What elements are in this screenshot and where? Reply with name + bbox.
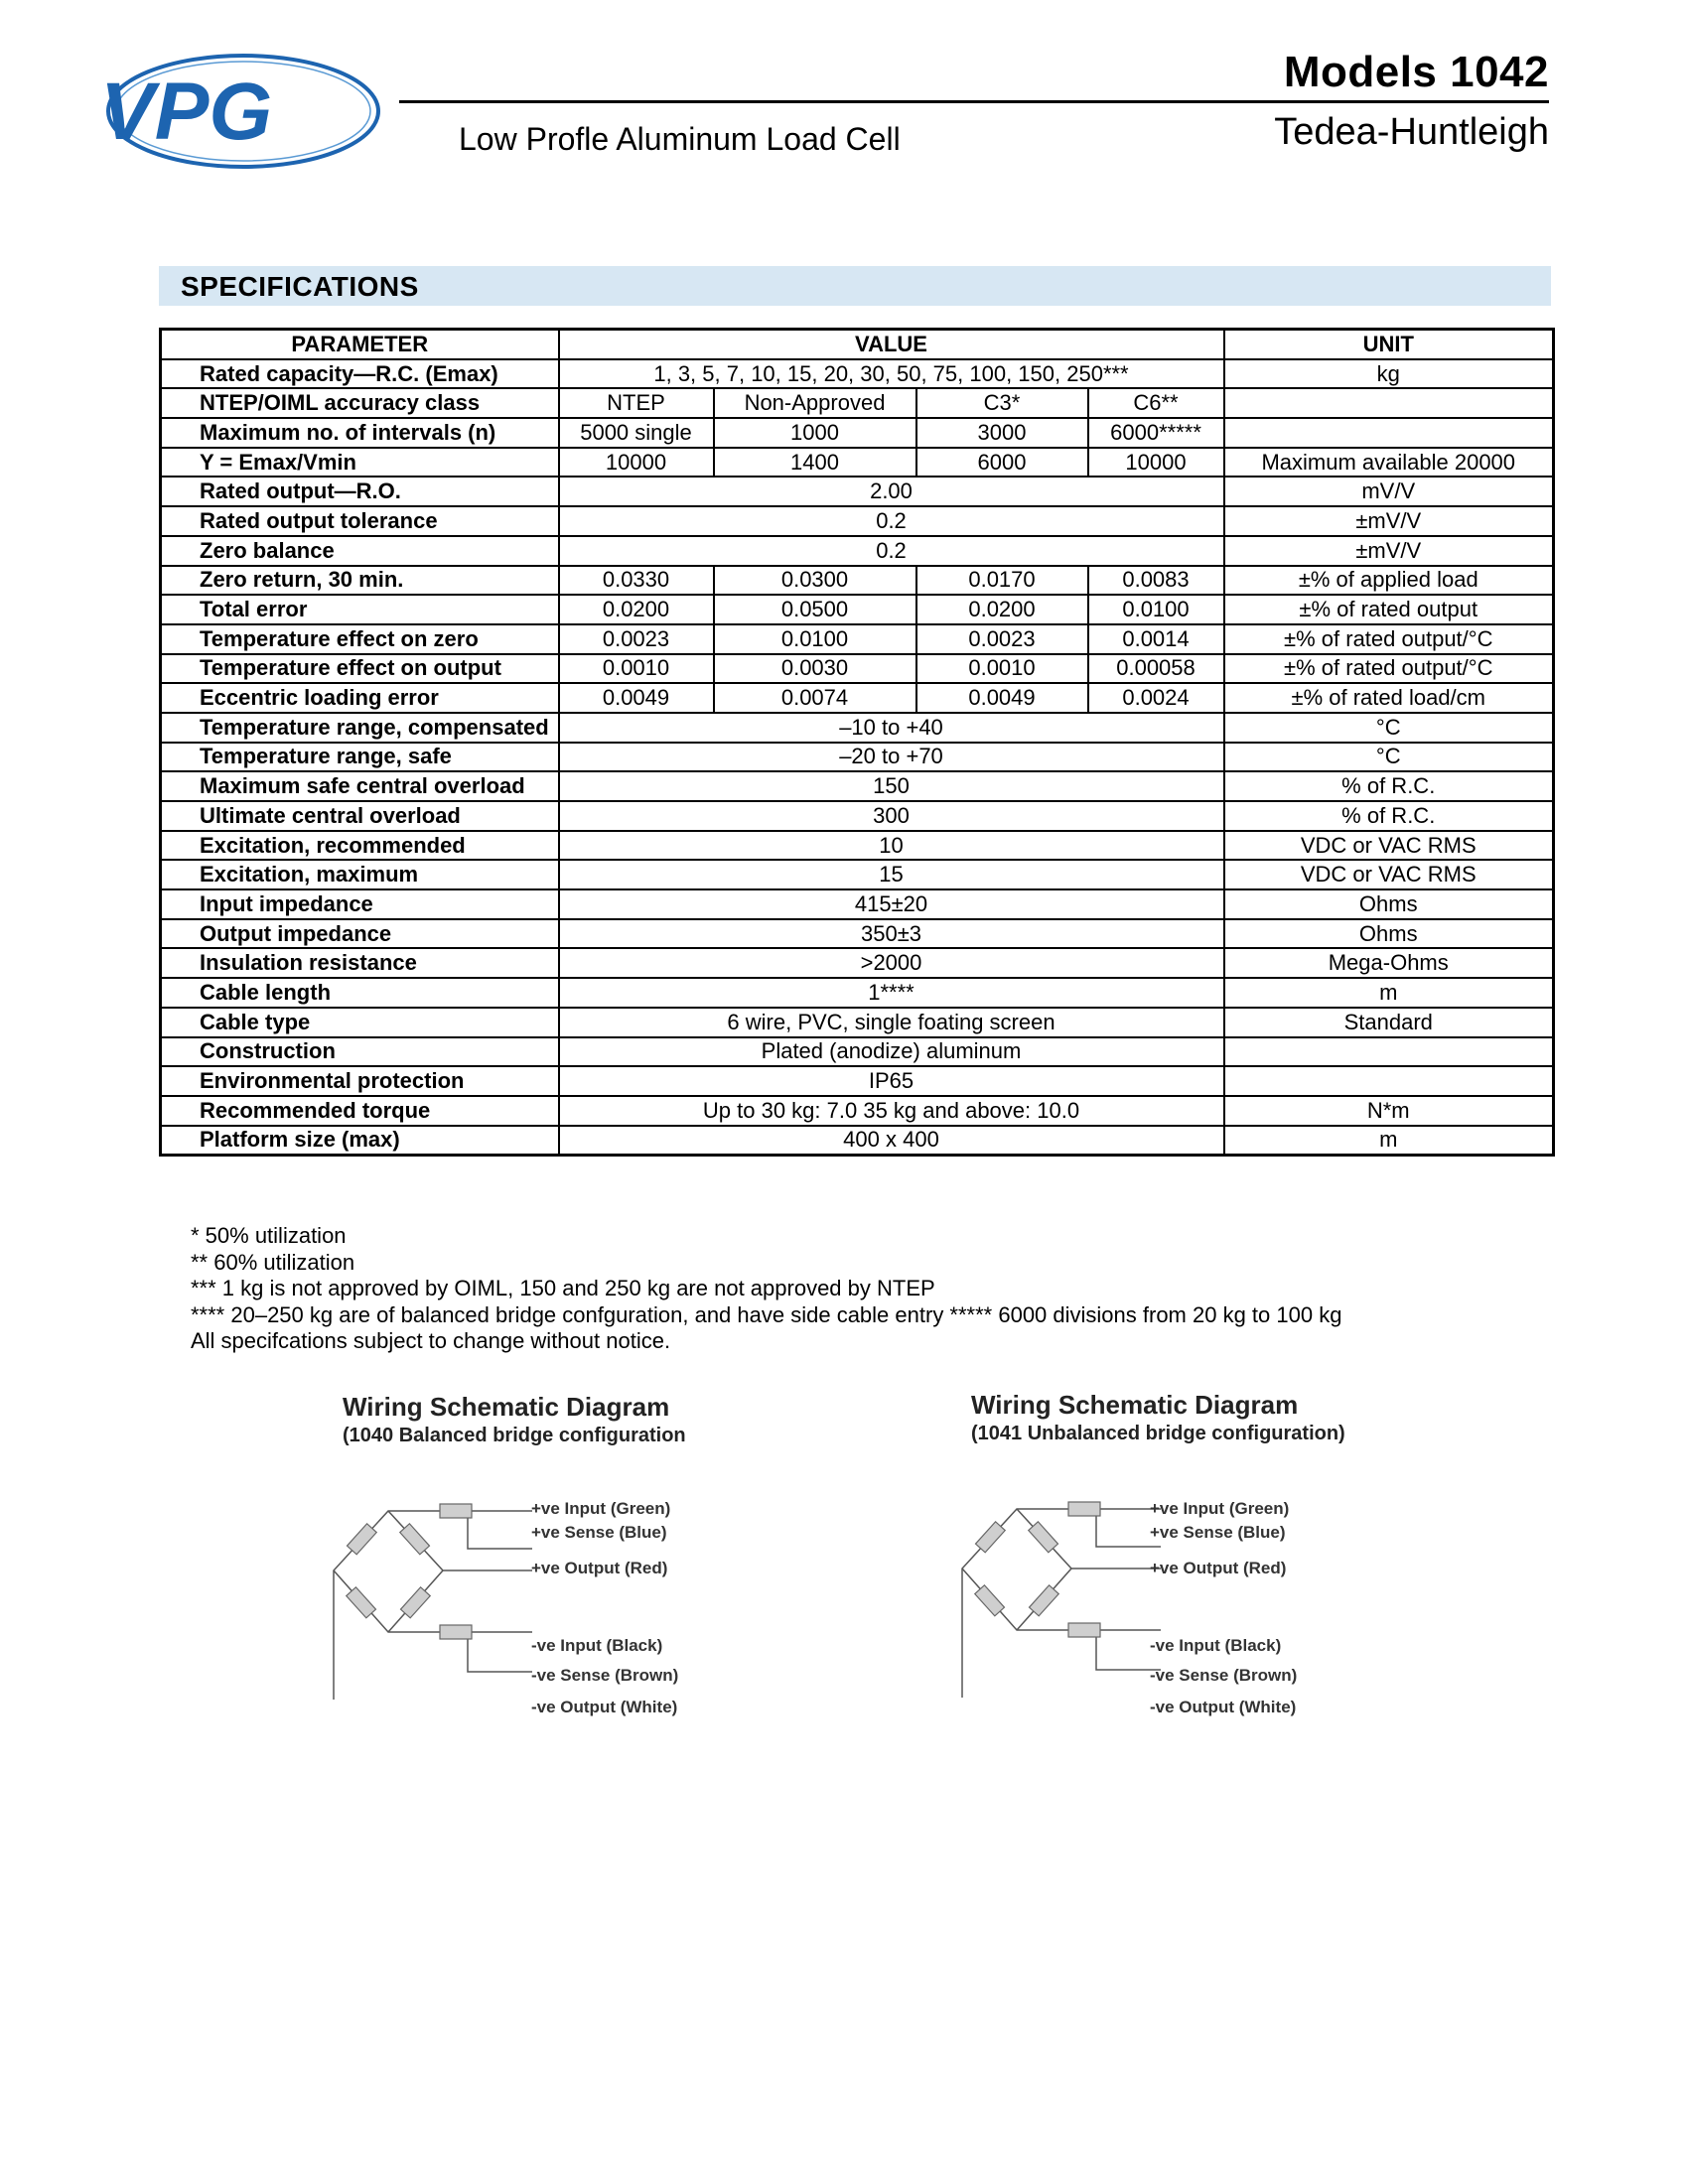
table-row: [161, 595, 1554, 624]
wiring-subtitle: (1041 Unbalanced bridge configuration): [971, 1423, 1345, 1444]
value-cell: 0.0200: [916, 595, 1088, 624]
table-row: [161, 831, 1554, 861]
value-cell: 10000: [1088, 448, 1224, 478]
table-row: [161, 477, 1554, 506]
parameter-cell: Input impedance: [161, 889, 559, 919]
unit-cell: % of R.C.: [1224, 771, 1554, 801]
parameter-cell: Construction: [161, 1037, 559, 1067]
footnote: All specifcations subject to change without notice.: [191, 1328, 671, 1353]
page-title: Models 1042: [1283, 48, 1549, 96]
value-cell: 0.0300: [714, 566, 916, 596]
value-cell: 1400: [714, 448, 916, 478]
table-row: [161, 889, 1554, 919]
table-row: [161, 654, 1554, 684]
bridge-schematic: [329, 1461, 547, 1700]
table-row: [161, 418, 1554, 448]
unit-cell: Standard: [1224, 1008, 1554, 1037]
value-cell: 10: [559, 831, 1224, 861]
value-cell: C3*: [916, 388, 1088, 418]
table-row: [161, 919, 1554, 949]
unit-cell: ±% of rated output: [1224, 595, 1554, 624]
value-cell: 0.0100: [714, 624, 916, 654]
table-row: [161, 948, 1554, 978]
vpg-logo: [94, 48, 382, 177]
value-cell: 0.0023: [916, 624, 1088, 654]
unit-cell: Ohms: [1224, 919, 1554, 949]
value-cell: 0.0024: [1088, 683, 1224, 713]
footnote: ** 60% utilization: [191, 1249, 355, 1275]
unit-cell: Ohms: [1224, 889, 1554, 919]
parameter-cell: Temperature effect on zero: [161, 624, 559, 654]
parameter-cell: Temperature range, compensated: [161, 713, 559, 743]
parameter-cell: Recommended torque: [161, 1096, 559, 1126]
parameter-cell: Rated output—R.O.: [161, 477, 559, 506]
parameter-cell: Rated output tolerance: [161, 506, 559, 536]
table-row: [161, 359, 1554, 389]
unit-cell: kg: [1224, 359, 1554, 389]
table-row: [161, 1126, 1554, 1156]
value-cell: 1, 3, 5, 7, 10, 15, 20, 30, 50, 75, 100, 150, 250***: [559, 359, 1224, 389]
footnote: *** 1 kg is not approved by OIML, 150 and 250 kg are not approved by NTEP: [191, 1276, 935, 1300]
table-row: [161, 713, 1554, 743]
wire-label: +ve Input (Green): [1150, 1499, 1290, 1518]
table-row: [161, 536, 1554, 566]
parameter-cell: Ultimate central overload: [161, 801, 559, 831]
unit-cell: [1224, 1037, 1554, 1067]
wire-label: -ve Output (White): [531, 1698, 678, 1716]
value-cell: 0.0023: [559, 624, 714, 654]
wiring-title: Wiring Schematic Diagram: [971, 1390, 1299, 1420]
footnotes: [191, 1223, 1341, 1355]
wire-label: -ve Input (Black): [531, 1636, 663, 1655]
unit-cell: VDC or VAC RMS: [1224, 860, 1554, 889]
parameter-cell: NTEP/OIML accuracy class: [161, 388, 559, 418]
value-cell: 0.0030: [714, 654, 916, 684]
table-row: [161, 743, 1554, 772]
footnote: * 50% utilization: [191, 1223, 347, 1248]
value-cell: 0.0014: [1088, 624, 1224, 654]
wire-label: -ve Output (White): [1150, 1698, 1297, 1716]
parameter-cell: Total error: [161, 595, 559, 624]
table-row: [161, 978, 1554, 1008]
wire-label: +ve Output (Red): [531, 1559, 668, 1577]
value-cell: IP65: [559, 1066, 1224, 1096]
wiring-diagram-balanced: [343, 1392, 899, 1716]
table-row: [161, 624, 1554, 654]
section-title: SPECIFICATIONS: [181, 271, 419, 302]
table-header-row: [161, 330, 1554, 359]
value-cell: –10 to +40: [559, 713, 1224, 743]
wire-label: +ve Input (Green): [531, 1499, 671, 1518]
unit-cell: ±mV/V: [1224, 506, 1554, 536]
value-cell: 0.2: [559, 536, 1224, 566]
value-cell: Plated (anodize) aluminum: [559, 1037, 1224, 1067]
table-row: [161, 566, 1554, 596]
value-cell: 6000*****: [1088, 418, 1224, 448]
value-cell: 0.0049: [559, 683, 714, 713]
parameter-cell: Maximum safe central overload: [161, 771, 559, 801]
value-cell: 0.0200: [559, 595, 714, 624]
parameter-cell: Cable length: [161, 978, 559, 1008]
table-row: [161, 1066, 1554, 1096]
value-cell: 415±20: [559, 889, 1224, 919]
unit-cell: ±% of applied load: [1224, 566, 1554, 596]
brand-name: Tedea-Huntleigh: [1274, 111, 1549, 153]
value-cell: >2000: [559, 948, 1224, 978]
footnote: **** 20–250 kg are of balanced bridge confguration, and have side cable entry ***** 6000 divisions from 20 kg to 100 kg: [191, 1301, 1342, 1327]
wire-label: -ve Input (Black): [1150, 1636, 1282, 1655]
value-cell: 0.0170: [916, 566, 1088, 596]
column-header: VALUE: [559, 330, 1224, 359]
unit-cell: ±mV/V: [1224, 536, 1554, 566]
value-cell: Up to 30 kg: 7.0 35 kg and above: 10.0: [559, 1096, 1224, 1126]
unit-cell: [1224, 388, 1554, 418]
value-cell: 0.0100: [1088, 595, 1224, 624]
table-row: [161, 388, 1554, 418]
parameter-cell: Rated capacity—R.C. (Emax): [161, 359, 559, 389]
value-cell: 3000: [916, 418, 1088, 448]
value-cell: 0.2: [559, 506, 1224, 536]
parameter-cell: Environmental protection: [161, 1066, 559, 1096]
unit-cell: ±% of rated output/°C: [1224, 624, 1554, 654]
value-cell: –20 to +70: [559, 743, 1224, 772]
value-cell: C6**: [1088, 388, 1224, 418]
parameter-cell: Zero balance: [161, 536, 559, 566]
parameter-cell: Platform size (max): [161, 1126, 559, 1156]
table-row: [161, 860, 1554, 889]
table-row: [161, 801, 1554, 831]
column-header: PARAMETER: [161, 330, 559, 359]
unit-cell: °C: [1224, 713, 1554, 743]
unit-cell: ±% of rated load/cm: [1224, 683, 1554, 713]
table-row: [161, 1037, 1554, 1067]
table-row: [161, 506, 1554, 536]
unit-cell: [1224, 1066, 1554, 1096]
wiring-title: Wiring Schematic Diagram: [343, 1392, 670, 1422]
wiring-subtitle: (1040 Balanced bridge configuration: [343, 1425, 686, 1446]
wire-label: -ve Sense (Brown): [1150, 1666, 1298, 1685]
unit-cell: °C: [1224, 743, 1554, 772]
section-header: [159, 266, 1551, 306]
parameter-cell: Eccentric loading error: [161, 683, 559, 713]
parameter-cell: Excitation, maximum: [161, 860, 559, 889]
table-row: [161, 683, 1554, 713]
unit-cell: VDC or VAC RMS: [1224, 831, 1554, 861]
unit-cell: [1224, 418, 1554, 448]
unit-cell: N*m: [1224, 1096, 1554, 1126]
parameter-cell: Output impedance: [161, 919, 559, 949]
value-cell: 2.00: [559, 477, 1224, 506]
parameter-cell: Temperature range, safe: [161, 743, 559, 772]
value-cell: 0.0010: [559, 654, 714, 684]
value-cell: 15: [559, 860, 1224, 889]
value-cell: 150: [559, 771, 1224, 801]
parameter-cell: Temperature effect on output: [161, 654, 559, 684]
unit-cell: mV/V: [1224, 477, 1554, 506]
value-cell: NTEP: [559, 388, 714, 418]
wire-label: +ve Sense (Blue): [1150, 1523, 1286, 1542]
page-subtitle: Low Profle Aluminum Load Cell: [459, 121, 901, 157]
value-cell: 0.00058: [1088, 654, 1224, 684]
unit-cell: m: [1224, 978, 1554, 1008]
wiring-diagram-unbalanced: [971, 1390, 1527, 1716]
unit-cell: Maximum available 20000: [1224, 448, 1554, 478]
header-rule: [399, 100, 1549, 103]
parameter-cell: Insulation resistance: [161, 948, 559, 978]
wire-label: +ve Sense (Blue): [531, 1523, 667, 1542]
table-row: [161, 1008, 1554, 1037]
parameter-cell: Zero return, 30 min.: [161, 566, 559, 596]
value-cell: 1****: [559, 978, 1224, 1008]
parameter-cell: Excitation, recommended: [161, 831, 559, 861]
unit-cell: ±% of rated output/°C: [1224, 654, 1554, 684]
wire-label: -ve Sense (Brown): [531, 1666, 679, 1685]
parameter-cell: Cable type: [161, 1008, 559, 1037]
value-cell: 10000: [559, 448, 714, 478]
value-cell: 5000 single: [559, 418, 714, 448]
bridge-schematic: [957, 1459, 1176, 1698]
value-cell: 0.0500: [714, 595, 916, 624]
table-row: [161, 448, 1554, 478]
parameter-cell: Maximum no. of intervals (n): [161, 418, 559, 448]
value-cell: 0.0049: [916, 683, 1088, 713]
table-row: [161, 771, 1554, 801]
parameter-cell: Y = Emax/Vmin: [161, 448, 559, 478]
value-cell: 400 x 400: [559, 1126, 1224, 1156]
unit-cell: m: [1224, 1126, 1554, 1156]
value-cell: 0.0330: [559, 566, 714, 596]
unit-cell: % of R.C.: [1224, 801, 1554, 831]
unit-cell: Mega-Ohms: [1224, 948, 1554, 978]
wire-label: +ve Output (Red): [1150, 1559, 1287, 1577]
value-cell: Non-Approved: [714, 388, 916, 418]
value-cell: 0.0083: [1088, 566, 1224, 596]
value-cell: 1000: [714, 418, 916, 448]
value-cell: 0.0010: [916, 654, 1088, 684]
column-header: UNIT: [1224, 330, 1554, 359]
value-cell: 6 wire, PVC, single foating screen: [559, 1008, 1224, 1037]
svg-text:VPG: VPG: [100, 67, 273, 157]
value-cell: 350±3: [559, 919, 1224, 949]
value-cell: 0.0074: [714, 683, 916, 713]
spec-table: [159, 328, 1555, 1157]
table-row: [161, 1096, 1554, 1126]
value-cell: 6000: [916, 448, 1088, 478]
value-cell: 300: [559, 801, 1224, 831]
